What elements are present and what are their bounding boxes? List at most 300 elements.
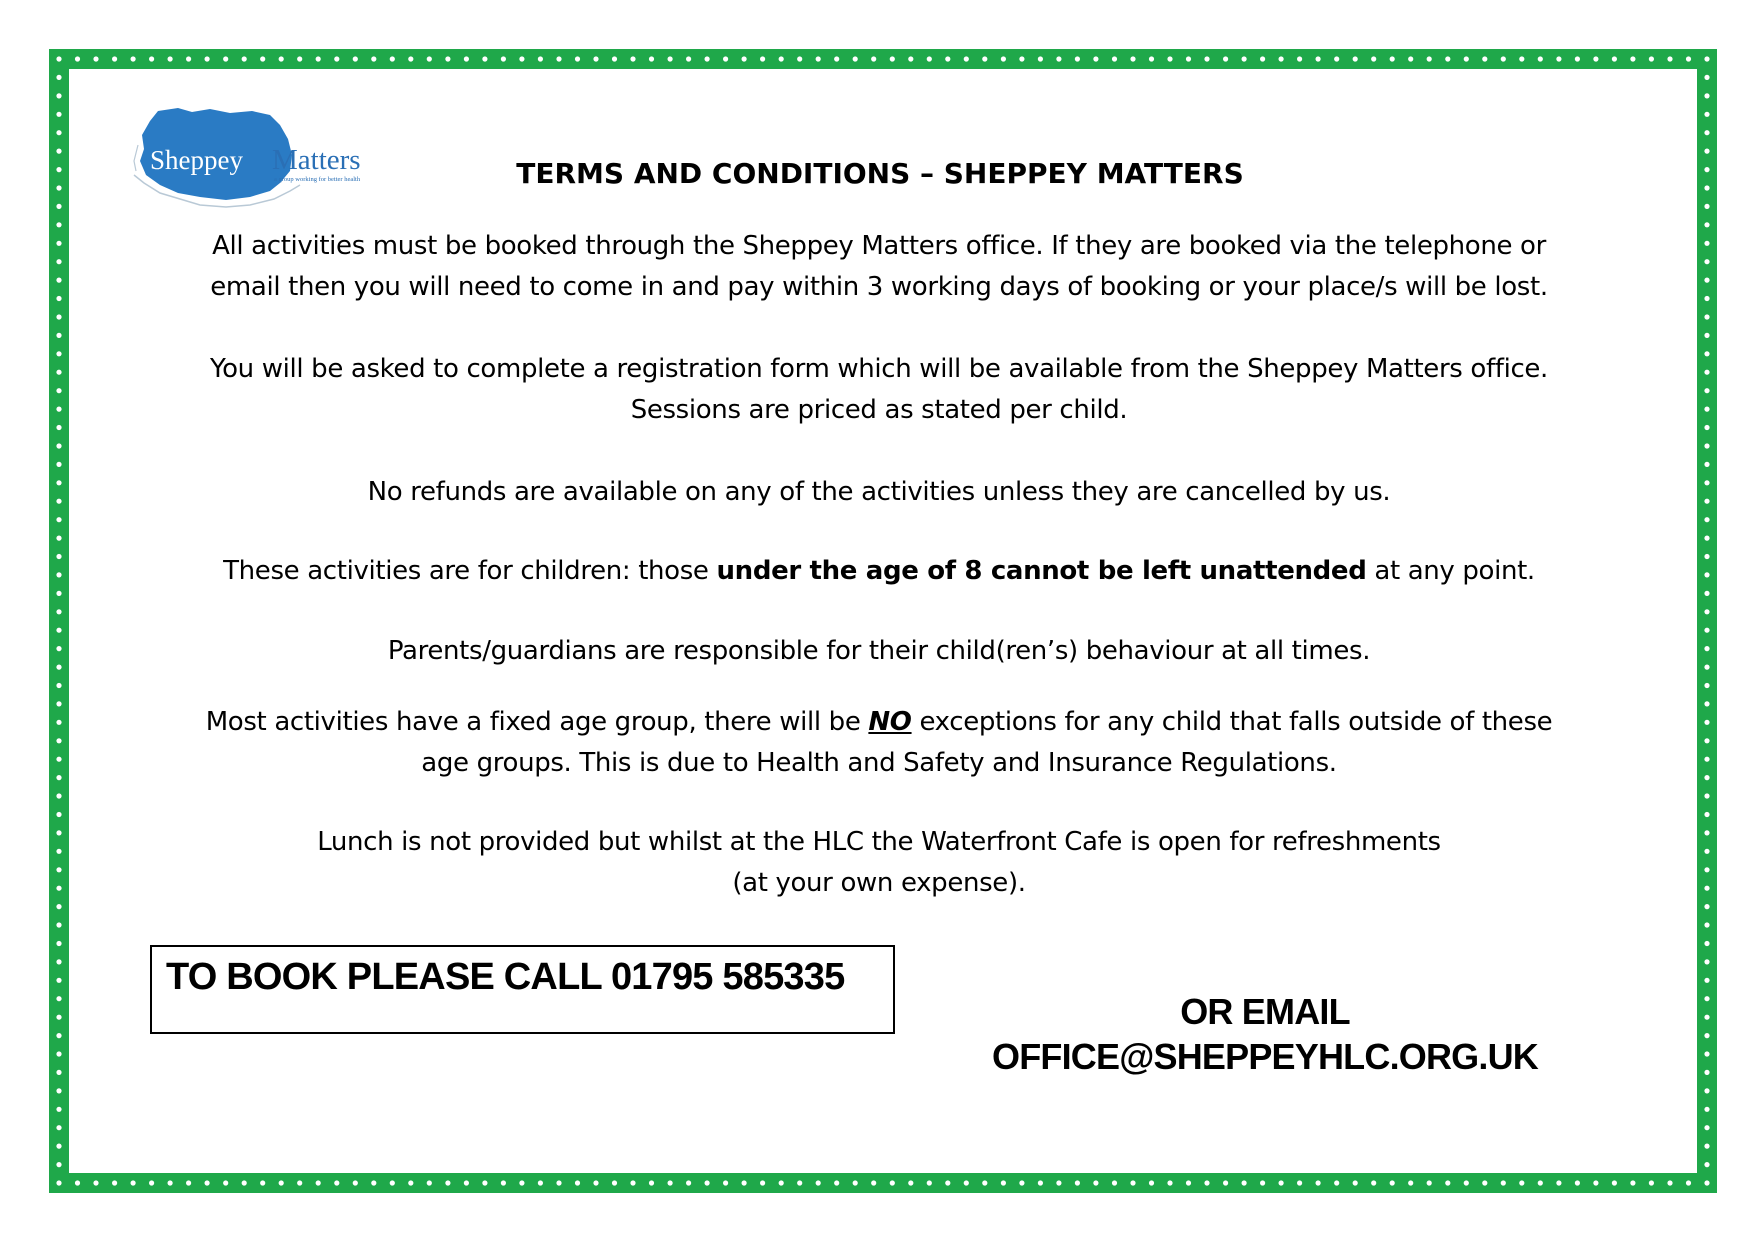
border-dot	[1704, 1107, 1709, 1112]
border-dot	[1704, 278, 1709, 283]
border-dot	[1223, 56, 1228, 61]
border-dot	[501, 1180, 506, 1185]
border-dot	[797, 1180, 802, 1185]
border-dot	[945, 56, 950, 61]
border-dot	[1704, 75, 1709, 80]
border-dot	[1704, 351, 1709, 356]
border-dot	[56, 112, 61, 117]
border-dot	[1464, 1180, 1469, 1185]
border-dot	[1704, 867, 1709, 872]
border-dot	[1667, 56, 1672, 61]
border-dot	[1001, 1180, 1006, 1185]
border-dot	[56, 812, 61, 817]
border-dot	[1149, 56, 1154, 61]
border-dot	[1593, 56, 1598, 61]
border-dot	[75, 1180, 80, 1185]
border-dot	[668, 1180, 673, 1185]
border-dot	[1390, 56, 1395, 61]
border-dot	[223, 1180, 228, 1185]
border-dot	[56, 167, 61, 172]
border-dot	[56, 149, 61, 154]
border-dot	[1260, 56, 1265, 61]
border-dot	[1167, 56, 1172, 61]
border-dot	[1223, 1180, 1228, 1185]
sheppey-matters-logo	[130, 105, 400, 215]
border-dot	[1445, 56, 1450, 61]
paragraph-line: age groups. This is due to Health and Safety and Insurance Regulations.	[421, 748, 1337, 778]
border-dot	[1704, 1088, 1709, 1093]
border-dot	[1704, 93, 1709, 98]
border-dot	[353, 1180, 358, 1185]
border-dot	[390, 1180, 395, 1185]
border-dot	[593, 56, 598, 61]
border-dot	[1501, 56, 1506, 61]
paragraph-line: You will be asked to complete a registration form which will be available from the Sheppey Matters office.	[210, 354, 1548, 384]
border-dot	[927, 1180, 932, 1185]
border-dot	[1371, 56, 1376, 61]
border-dot	[1704, 1070, 1709, 1075]
border-dot	[1704, 517, 1709, 522]
border-dot	[649, 1180, 654, 1185]
border-dot	[297, 56, 302, 61]
age-supervision-paragraph	[130, 551, 1628, 592]
border-dot	[1260, 1180, 1265, 1185]
border-dot	[1704, 149, 1709, 154]
border-dot	[1390, 1180, 1395, 1185]
border-dot	[1704, 757, 1709, 762]
border-dot	[1704, 1125, 1709, 1130]
border-dot	[56, 93, 61, 98]
border-dot	[482, 1180, 487, 1185]
border-dot	[519, 1180, 524, 1185]
border-dot	[1334, 56, 1339, 61]
border-dot	[1371, 1180, 1376, 1185]
border-dot	[853, 56, 858, 61]
border-dot	[334, 1180, 339, 1185]
border-dot	[1704, 830, 1709, 835]
or-email-label: OR EMAIL	[1180, 991, 1350, 1032]
border-dot	[56, 1144, 61, 1149]
border-dot	[56, 959, 61, 964]
border-dot	[1704, 922, 1709, 927]
border-dot	[1149, 1180, 1154, 1185]
border-dot	[1130, 1180, 1135, 1185]
logo-brand-word1: Sheppey	[150, 145, 243, 175]
border-dot	[908, 56, 913, 61]
border-dot	[686, 1180, 691, 1185]
border-dot	[1279, 56, 1284, 61]
border-dot	[223, 56, 228, 61]
border-dot	[1704, 591, 1709, 596]
border-dot	[964, 56, 969, 61]
border-dot	[186, 56, 191, 61]
border-dot	[56, 75, 61, 80]
paragraph-line	[130, 551, 1628, 592]
text-segment: exceptions for any child that falls outside of these	[911, 707, 1553, 737]
border-dot	[834, 1180, 839, 1185]
border-dot	[334, 56, 339, 61]
border-dot	[1704, 812, 1709, 817]
registration-paragraph	[130, 349, 1628, 431]
border-dot	[1408, 1180, 1413, 1185]
border-dot	[56, 1051, 61, 1056]
border-dot	[1704, 628, 1709, 633]
border-dot	[1056, 56, 1061, 61]
border-dot	[945, 1180, 950, 1185]
refunds-paragraph	[130, 472, 1628, 513]
border-dot	[1297, 56, 1302, 61]
border-dot	[56, 241, 61, 246]
border-dot	[649, 56, 654, 61]
border-dot	[56, 572, 61, 577]
logo-brand-word2: Matters	[272, 144, 361, 176]
border-dot	[1279, 1180, 1284, 1185]
border-dot	[56, 370, 61, 375]
border-dot	[1297, 1180, 1302, 1185]
border-dot	[56, 222, 61, 227]
border-dot	[1704, 904, 1709, 909]
border-dot	[538, 56, 543, 61]
border-dot	[1093, 1180, 1098, 1185]
border-dot	[1630, 1180, 1635, 1185]
border-dot	[1704, 701, 1709, 706]
border-dot	[242, 56, 247, 61]
border-dot	[168, 1180, 173, 1185]
border-dot	[56, 259, 61, 264]
border-dot	[297, 1180, 302, 1185]
page-title: TERMS AND CONDITIONS – SHEPPEY MATTERS	[516, 157, 1244, 190]
border-dot	[316, 1180, 321, 1185]
border-dot	[1667, 1180, 1672, 1185]
paragraph-line: Lunch is not provided but whilst at the HLC the Waterfront Cafe is open for refreshments	[317, 827, 1441, 857]
border-dot	[779, 56, 784, 61]
border-dot	[1242, 56, 1247, 61]
border-dot	[575, 1180, 580, 1185]
border-dot	[1612, 1180, 1617, 1185]
border-dot	[56, 1015, 61, 1020]
border-dot	[890, 56, 895, 61]
booking-phone-box	[150, 945, 895, 1034]
border-dot	[1519, 56, 1524, 61]
border-dot	[56, 278, 61, 283]
text-segment: at any point.	[1366, 556, 1535, 586]
border-dot	[927, 56, 932, 61]
border-dot	[56, 978, 61, 983]
border-dot	[1704, 1162, 1709, 1167]
border-dot	[1704, 536, 1709, 541]
border-dot	[1704, 941, 1709, 946]
border-dot	[56, 591, 61, 596]
border-dot	[56, 388, 61, 393]
border-dot	[1704, 259, 1709, 264]
text-segment: Most activities have a fixed age group, there will be	[205, 707, 869, 737]
border-dot	[131, 56, 136, 61]
border-dot	[1704, 572, 1709, 577]
border-dot	[1334, 1180, 1339, 1185]
border-dot	[1001, 56, 1006, 61]
border-dot	[1704, 554, 1709, 559]
border-dot	[1482, 1180, 1487, 1185]
border-dot	[1112, 1180, 1117, 1185]
border-dot	[1482, 56, 1487, 61]
border-dot	[1038, 1180, 1043, 1185]
border-dot	[112, 1180, 117, 1185]
border-dot	[797, 56, 802, 61]
border-dot	[56, 462, 61, 467]
border-dot	[464, 1180, 469, 1185]
border-dot	[686, 56, 691, 61]
border-dot	[56, 886, 61, 891]
border-dot	[56, 1033, 61, 1038]
border-dot	[56, 941, 61, 946]
border-dot	[56, 517, 61, 522]
border-dot	[56, 425, 61, 430]
border-dot	[56, 628, 61, 633]
border-dot	[56, 701, 61, 706]
border-dot	[93, 1180, 98, 1185]
border-dot	[1056, 1180, 1061, 1185]
border-dot	[816, 56, 821, 61]
border-dot	[1353, 1180, 1358, 1185]
border-dot	[1704, 720, 1709, 725]
border-dot	[1704, 130, 1709, 135]
border-dot	[1316, 1180, 1321, 1185]
border-dot	[1704, 370, 1709, 375]
border-dot	[630, 1180, 635, 1185]
border-dot	[742, 56, 747, 61]
border-dot	[75, 56, 80, 61]
border-dot	[538, 1180, 543, 1185]
border-dot	[760, 1180, 765, 1185]
emphasis-no: NO	[868, 707, 912, 737]
border-dot	[1704, 407, 1709, 412]
border-dot	[408, 56, 413, 61]
border-dot	[56, 204, 61, 209]
border-dot	[1704, 683, 1709, 688]
border-dot	[56, 1088, 61, 1093]
border-dot	[353, 56, 358, 61]
border-dot	[1075, 56, 1080, 61]
border-dot	[1704, 241, 1709, 246]
border-dot	[56, 683, 61, 688]
border-dot	[56, 499, 61, 504]
text-segment: These activities are for children: those	[223, 556, 717, 586]
border-dot	[1704, 185, 1709, 190]
border-dot	[316, 56, 321, 61]
border-dot	[168, 56, 173, 61]
paragraph-line	[130, 702, 1628, 743]
border-dot	[1093, 56, 1098, 61]
border-dot	[1427, 1180, 1432, 1185]
border-dot	[1649, 56, 1654, 61]
lunch-paragraph	[130, 822, 1628, 904]
logo-tagline: a group working for better health	[274, 176, 361, 183]
border-dot	[56, 351, 61, 356]
border-dot	[630, 56, 635, 61]
paragraph-line: (at your own expense).	[732, 868, 1026, 898]
border-dot	[982, 56, 987, 61]
border-dot	[1704, 849, 1709, 854]
border-dot	[1704, 462, 1709, 467]
border-dot	[1630, 56, 1635, 61]
border-dot	[279, 1180, 284, 1185]
border-dot	[56, 314, 61, 319]
border-dot	[1704, 1015, 1709, 1020]
border-dot	[56, 996, 61, 1001]
border-dot	[1204, 56, 1209, 61]
border-dot	[1575, 1180, 1580, 1185]
border-dot	[1316, 56, 1321, 61]
border-dot	[56, 443, 61, 448]
border-dot	[1704, 56, 1709, 61]
border-dot	[186, 1180, 191, 1185]
age-group-paragraph	[130, 702, 1628, 784]
border-dot	[131, 1180, 136, 1185]
border-dot	[1112, 56, 1117, 61]
coastline-outline-left	[134, 145, 138, 171]
booking-phone-text: TO BOOK PLEASE CALL 01795 585335	[166, 956, 845, 998]
border-dot	[501, 56, 506, 61]
border-dot	[56, 407, 61, 412]
border-dot	[779, 1180, 784, 1185]
border-dot	[56, 849, 61, 854]
border-dot	[260, 56, 265, 61]
border-dot	[445, 56, 450, 61]
border-dot	[1575, 56, 1580, 61]
border-dot	[668, 56, 673, 61]
border-dot	[56, 1070, 61, 1075]
paragraph-line: Parents/guardians are responsible for their child(ren’s) behaviour at all times.	[387, 636, 1371, 666]
border-dot	[56, 333, 61, 338]
border-dot	[1704, 480, 1709, 485]
border-dot	[56, 1162, 61, 1167]
border-dot	[1704, 204, 1709, 209]
border-dot	[56, 609, 61, 614]
border-dot	[56, 757, 61, 762]
bold-warning: under the age of 8 cannot be left unattended	[716, 556, 1367, 586]
border-dot	[1704, 314, 1709, 319]
border-dot	[1704, 167, 1709, 172]
border-dot	[890, 1180, 895, 1185]
border-dot	[56, 480, 61, 485]
border-dot	[1704, 609, 1709, 614]
border-dot	[1704, 443, 1709, 448]
border-dot	[56, 646, 61, 651]
border-dot	[93, 56, 98, 61]
border-dot	[1704, 1033, 1709, 1038]
paragraph-line: No refunds are available on any of the activities unless they are cancelled by us.	[367, 477, 1391, 507]
border-dot	[816, 1180, 821, 1185]
border-dot	[445, 1180, 450, 1185]
border-dot	[1686, 56, 1691, 61]
border-dot	[1704, 296, 1709, 301]
border-dot	[742, 1180, 747, 1185]
border-dot	[1704, 793, 1709, 798]
border-dot	[556, 1180, 561, 1185]
border-dot	[1556, 56, 1561, 61]
border-dot	[1519, 1180, 1524, 1185]
border-dot	[1019, 56, 1024, 61]
border-dot	[242, 1180, 247, 1185]
border-dot	[56, 775, 61, 780]
border-dot	[982, 1180, 987, 1185]
border-dot	[427, 56, 432, 61]
border-dot	[56, 56, 61, 61]
booking-email-address: OFFICE@SHEPPEYHLC.ORG.UK	[992, 1036, 1538, 1077]
border-dot	[260, 1180, 265, 1185]
booking-email-block	[930, 989, 1600, 1079]
border-dot	[1704, 425, 1709, 430]
border-dot	[723, 1180, 728, 1185]
border-dot	[1704, 665, 1709, 670]
border-dot	[1704, 333, 1709, 338]
border-dot	[705, 1180, 710, 1185]
border-dot	[56, 554, 61, 559]
border-dot	[56, 1180, 61, 1185]
border-dot	[723, 56, 728, 61]
border-dot	[1649, 1180, 1654, 1185]
border-dot	[871, 1180, 876, 1185]
border-dot	[908, 1180, 913, 1185]
border-dot	[149, 56, 154, 61]
border-dot	[56, 130, 61, 135]
border-dot	[1704, 978, 1709, 983]
border-dot	[1445, 1180, 1450, 1185]
border-dot	[1704, 112, 1709, 117]
border-dot	[149, 1180, 154, 1185]
border-dot	[1019, 1180, 1024, 1185]
border-dot	[760, 56, 765, 61]
border-dot	[1704, 388, 1709, 393]
border-dot	[853, 1180, 858, 1185]
border-dot	[371, 56, 376, 61]
border-dot	[1538, 56, 1543, 61]
border-dot	[1704, 1144, 1709, 1149]
paragraph-line: All activities must be booked through the Sheppey Matters office. If they are booked via the telephone or	[212, 231, 1546, 261]
border-dot	[56, 738, 61, 743]
border-dot	[56, 867, 61, 872]
border-dot	[1408, 56, 1413, 61]
border-dot	[1501, 1180, 1506, 1185]
border-dot	[56, 830, 61, 835]
border-dot	[56, 1107, 61, 1112]
border-dot	[279, 56, 284, 61]
border-dot	[1704, 1180, 1709, 1185]
border-dot	[1204, 1180, 1209, 1185]
border-dot	[1704, 499, 1709, 504]
border-dot	[612, 56, 617, 61]
border-dot	[56, 904, 61, 909]
border-dot	[575, 56, 580, 61]
border-dot	[408, 1180, 413, 1185]
border-dot	[1704, 1051, 1709, 1056]
border-dot	[612, 1180, 617, 1185]
border-dot	[1686, 1180, 1691, 1185]
border-dot	[1704, 646, 1709, 651]
border-dot	[1612, 56, 1617, 61]
border-dot	[871, 56, 876, 61]
border-dot	[1704, 996, 1709, 1001]
border-dot	[1464, 56, 1469, 61]
border-dot	[56, 793, 61, 798]
border-dot	[56, 536, 61, 541]
border-dot	[1704, 775, 1709, 780]
border-dot	[371, 1180, 376, 1185]
paragraph-line: Sessions are priced as stated per child.	[630, 395, 1128, 425]
border-dot	[1704, 738, 1709, 743]
border-dot	[1704, 959, 1709, 964]
border-dot	[1556, 1180, 1561, 1185]
